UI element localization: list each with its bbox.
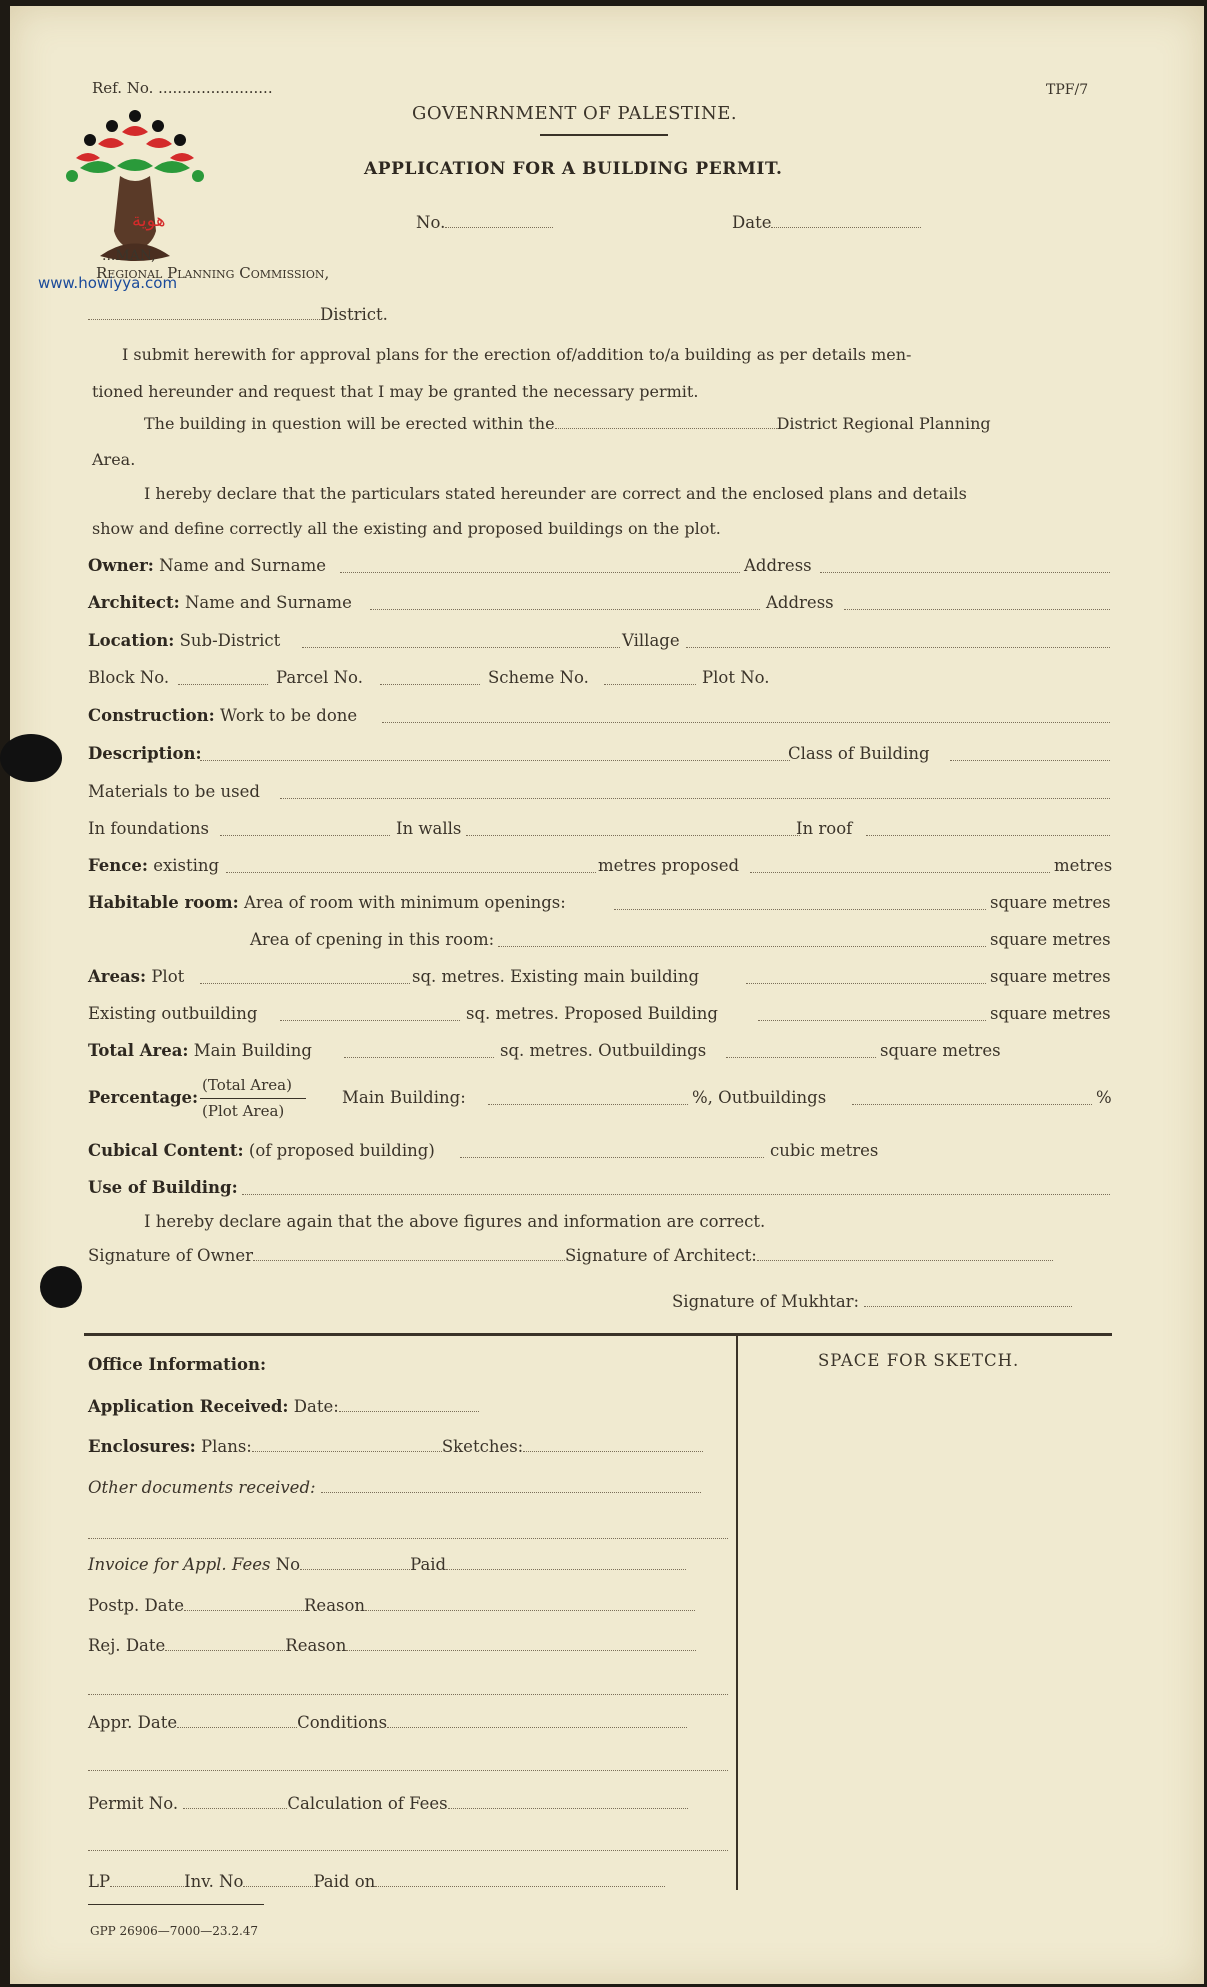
materials-label: Materials to be used — [88, 782, 260, 801]
ink-blot — [40, 1266, 82, 1308]
plot-no-label: Plot No. — [702, 668, 770, 687]
pct-outbuildings-label: %, Outbuildings — [692, 1088, 827, 1107]
areas-row: Areas: Plot — [88, 967, 185, 986]
howiyya-tree-logo-icon — [60, 106, 210, 271]
habitable-row: Habitable room: Area of room with minimum openings: — [88, 893, 566, 912]
no-field: No. — [416, 213, 553, 232]
postponed-row: Postp. Date Reason — [88, 1596, 695, 1615]
district-line: District. — [88, 305, 388, 324]
declare-again: I hereby declare again that the above figures and information are correct. — [144, 1212, 766, 1231]
outbuildings-label: sq. metres. Outbuildings — [500, 1041, 707, 1060]
fraction-bottom: (Plot Area) — [202, 1102, 285, 1120]
square-metres-label: square metres — [990, 930, 1111, 949]
class-of-building-label: Class of Building — [788, 744, 930, 763]
svg-text:هوية: هوية — [132, 210, 166, 231]
architect-address-label: Address — [766, 593, 834, 612]
percentage-label: Percentage: — [88, 1088, 199, 1107]
government-heading: GOVENRNMENT OF PALESTINE. — [412, 103, 738, 124]
location-row: Location: Sub-District — [88, 631, 281, 650]
invoice-row: Invoice for Appl. Fees No Paid — [88, 1555, 686, 1574]
form-code: TPF/7 — [1046, 82, 1089, 98]
walls-label: In walls — [396, 819, 462, 838]
addressee-line1: ...MAN, — [102, 248, 156, 264]
para3-line1: I hereby declare that the particulars stated hereunder are correct and the enclosed plans and details — [144, 484, 967, 503]
owner-address-label: Address — [744, 556, 812, 575]
para1-line1: I submit herewith for approval plans for the erection of/addition to/a building as per details men- — [122, 345, 912, 364]
form-title: APPLICATION FOR A BUILDING PERMIT. — [364, 159, 783, 179]
use-of-building-label: Use of Building: — [88, 1178, 238, 1197]
office-info-heading: Office Information: — [88, 1355, 267, 1374]
owner-row: Owner: Name and Surname — [88, 556, 327, 575]
area-opening-label: Area of cpening in this room: — [250, 930, 495, 949]
roof-label: In roof — [796, 819, 853, 838]
other-docs-row: Other documents received: — [88, 1478, 701, 1497]
para2-line2: Area. — [92, 450, 136, 469]
parcel-no-label: Parcel No. — [276, 668, 363, 687]
metres-label: metres — [1054, 856, 1113, 875]
gpp-print-code: GPP 26906—7000—23.2.47 — [90, 1924, 259, 1938]
square-metres-label: square metres — [990, 1004, 1111, 1023]
village-label: Village — [622, 631, 680, 650]
sig-mukhtar-row: Signature of Mukhtar: — [672, 1292, 1072, 1311]
square-metres-label: square metres — [990, 967, 1111, 986]
watermark-url: www.howiyya.com — [38, 274, 178, 292]
sketch-space-heading: SPACE FOR SKETCH. — [818, 1351, 1020, 1370]
signature-row: Signature of Owner Signature of Architect: — [88, 1246, 1053, 1265]
ref-no: Ref. No. ........................ — [92, 79, 273, 97]
fraction-top: (Total Area) — [202, 1076, 292, 1094]
addressee-line2: Regional Planning Commission, — [96, 264, 330, 282]
form-page — [10, 6, 1204, 1984]
cubical-row: Cubical Content: (of proposed building) — [88, 1141, 435, 1160]
metres-proposed-label: metres proposed — [598, 856, 740, 875]
cubic-metres-label: cubic metres — [770, 1141, 879, 1160]
description-label: Description: — [88, 744, 202, 763]
rejected-row: Rej. Date Reason — [88, 1636, 696, 1655]
square-metres-label: square metres — [990, 893, 1111, 912]
pct-sign: % — [1096, 1088, 1112, 1107]
enclosures-row: Enclosures: Plans: Sketches: — [88, 1437, 703, 1456]
existing-outbuilding-label: Existing outbuilding — [88, 1004, 258, 1023]
lp-row: LP Inv. No Paid on — [88, 1872, 665, 1891]
construction-row: Construction: Work to be done — [88, 706, 358, 725]
ink-blot — [0, 734, 62, 782]
pct-main-building-label: Main Building: — [342, 1088, 466, 1107]
existing-main-label: sq. metres. Existing main building — [412, 967, 700, 986]
para1-line2: tioned hereunder and request that I may be granted the necessary permit. — [92, 382, 699, 401]
date-field: Date — [732, 213, 921, 232]
application-received-row: Application Received: Date: — [88, 1397, 479, 1416]
proposed-building-label: sq. metres. Proposed Building — [466, 1004, 718, 1023]
foundations-label: In foundations — [88, 819, 210, 838]
square-metres-label: square metres — [880, 1041, 1001, 1060]
para3-line2: show and define correctly all the existing and proposed buildings on the plot. — [92, 519, 721, 538]
fence-row: Fence: existing — [88, 856, 220, 875]
block-no-label: Block No. — [88, 668, 170, 687]
para2-line1: The building in question will be erected within the District Regional Planning — [144, 414, 991, 433]
scheme-no-label: Scheme No. — [488, 668, 589, 687]
total-area-row: Total Area: Main Building — [88, 1041, 312, 1060]
approved-row: Appr. Date Conditions — [88, 1713, 687, 1732]
architect-row: Architect: Name and Surname — [88, 593, 352, 612]
permit-no-row: Permit No. Calculation of Fees — [88, 1794, 688, 1813]
